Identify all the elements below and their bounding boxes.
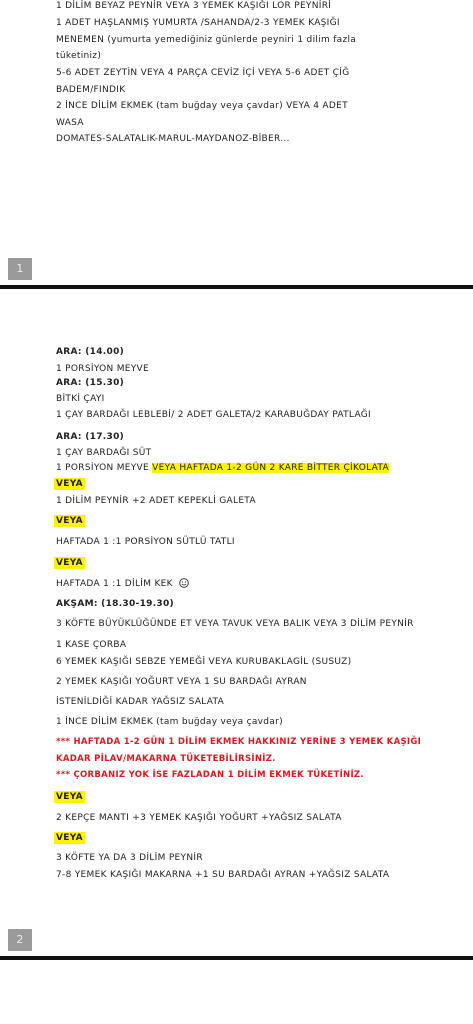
text-line	[56, 462, 389, 474]
text-line	[56, 578, 189, 590]
text-line: DOMATES-SALATALIK-MARUL-MAYDANOZ-BİBER...	[56, 134, 290, 144]
text-line: BADEM/FINDIK	[56, 85, 126, 95]
text-line: 6 YEMEK KAŞIĞI SEBZE YEMEĞİ VEYA KURUBAKLAGİL (SUSUZ)	[56, 657, 352, 667]
section-heading-ara: ARA: (15.30)	[56, 378, 125, 388]
section-heading-ara: ARA: (14.00)	[56, 347, 125, 357]
veya-label: VEYA	[56, 558, 83, 568]
veya-label: VEYA	[56, 516, 83, 526]
page-number-badge: 1	[8, 258, 32, 280]
text-line: 3 KÖFTE BÜYÜKLÜĞÜNDE ET VEYA TAVUK VEYA BALIK VEYA 3 DİLİM PEYNİR	[56, 619, 414, 629]
warning-note: KADAR PİLAV/MAKARNA TÜKETEBİLİRSİNİZ.	[56, 754, 276, 764]
veya-label: VEYA	[56, 792, 83, 802]
text-segment: 1 PORSİYON MEYVE	[56, 463, 153, 473]
document-page-2	[0, 292, 473, 957]
text-line: BİTKİ ÇAYI	[56, 394, 105, 404]
text-line: 1 DİLİM BEYAZ PEYNİR VEYA 3 YEMEK KAŞIĞI LOR PEYNİRİ	[56, 1, 332, 11]
page-number-badge: 2	[8, 929, 32, 951]
page-divider	[0, 956, 473, 960]
text-line: 1 İNCE DİLİM EKMEK (tam buğday veya çavdar)	[56, 717, 283, 727]
document-page-1	[0, 0, 473, 286]
text-line: 2 KEPÇE MANTI +3 YEMEK KAŞIĞI YOĞURT +YAĞSIZ SALATA	[56, 813, 342, 823]
text-line: 1 ÇAY BARDAĞI LEBLEBİ/ 2 ADET GALETA/2 KARABUĞDAY PATLAĞI	[56, 410, 371, 420]
smiley-face-icon	[179, 578, 189, 588]
text-line: WASA	[56, 118, 84, 128]
text-line: 1 PORSİYON MEYVE	[56, 364, 149, 374]
page-divider	[0, 285, 473, 289]
text-line: 2 YEMEK KAŞIĞI YOĞURT VEYA 1 SU BARDAĞI AYRAN	[56, 677, 307, 687]
text-line: İSTENİLDİĞİ KADAR YAĞSIZ SALATA	[56, 697, 225, 707]
text-line: tüketiniz)	[56, 51, 102, 61]
text-line: 5-6 ADET ZEYTİN VEYA 4 PARÇA CEVİZ İÇİ VEYA 5-6 ADET ÇİĞ	[56, 68, 350, 78]
text-line: HAFTADA 1 :1 PORSİYON SÜTLÜ TATLI	[56, 537, 235, 547]
highlighted-text: VEYA HAFTADA 1-2 GÜN 2 KARE BİTTER ÇİKOLATA	[152, 463, 389, 473]
text-segment: HAFTADA 1 :1 DİLİM KEK	[56, 579, 173, 589]
veya-label: VEYA	[56, 833, 83, 843]
section-heading-aksam: AKŞAM: (18.30-19.30)	[56, 599, 174, 609]
text-line: 1 KASE ÇORBA	[56, 640, 127, 650]
text-line: 7-8 YEMEK KAŞIĞI MAKARNA +1 SU BARDAĞI AYRAN +YAĞSIZ SALATA	[56, 870, 390, 880]
warning-note: *** ÇORBANIZ YOK İSE FAZLADAN 1 DİLİM EKMEK TÜKETİNİZ.	[56, 770, 364, 780]
section-heading-ara: ARA: (17.30)	[56, 432, 125, 442]
text-line: 2 İNCE DİLİM EKMEK (tam buğday veya çavdar) VEYA 4 ADET	[56, 101, 348, 111]
veya-label: VEYA	[56, 479, 83, 489]
text-line: 1 DİLİM PEYNİR +2 ADET KEPEKLİ GALETA	[56, 496, 256, 506]
text-line: MENEMEN (yumurta yemediğiniz günlerde peyniri 1 dilim fazla	[56, 35, 357, 45]
text-line: 3 KÖFTE YA DA 3 DİLİM PEYNİR	[56, 853, 203, 863]
text-line: 1 ADET HAŞLANMIŞ YUMURTA /SAHANDA/2-3 YEMEK KAŞIĞI	[56, 18, 340, 28]
warning-note: *** HAFTADA 1-2 GÜN 1 DİLİM EKMEK HAKKINIZ YERİNE 3 YEMEK KAŞIĞI	[56, 737, 422, 747]
text-line: 1 ÇAY BARDAĞI SÜT	[56, 448, 152, 458]
